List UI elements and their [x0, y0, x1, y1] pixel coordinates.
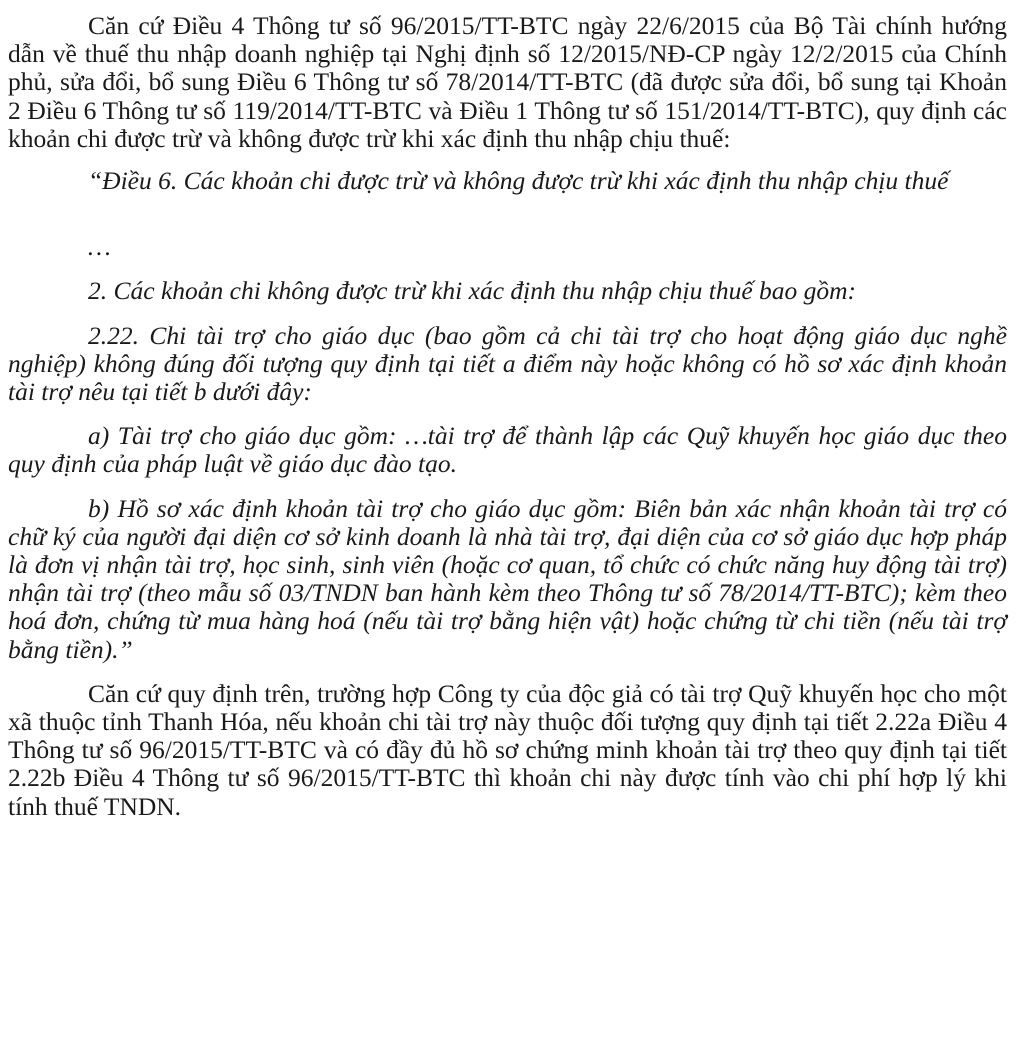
paragraph-conclusion: Căn cứ quy định trên, trường hợp Công ty của độc giả có tài trợ Quỹ khuyến học cho một xã thuộc tỉnh Thanh Hóa, nếu khoản chi tài trợ này thuộc đối tượng quy định tại tiết 2.22a Điều 4 Thông tư số 96/2015/TT-BTC và có đầy đủ hồ sơ chứng minh khoản tài trợ theo quy định tại tiết 2.22b Điều 4 Thông tư số 96/2015/TT-BTC thì khoản chi này được tính vào chi phí hợp lý khi tính thuế TNDN. [8, 678, 1007, 821]
paragraph-legal-basis: Căn cứ Điều 4 Thông tư số 96/2015/TT-BTC ngày 22/6/2015 của Bộ Tài chính hướng dẫn về thuế thu nhập doanh nghiệp tại Nghị định số 12/2015/NĐ-CP ngày 12/2/2015 của Chính phủ, sửa đổi, bổ sung Điều 6 Thông tư số 78/2014/TT-BTC (đã được sửa đổi, bổ sung tại Khoản 2 Điều 6 Thông tư số 119/2014/TT-BTC và Điều 1 Thông tư số 151/2014/TT-BTC), quy định các khoản chi được trừ và không được trừ khi xác định thu nhập chịu thuế: [8, 11, 1007, 153]
paragraph-clause-b: b) Hồ sơ xác định khoản tài trợ cho giáo dục gồm: Biên bản xác nhận khoản tài trợ có chữ ký của người đại diện cơ sở kinh doanh là nhà tài trợ, đại diện của cơ sở giáo dục hợp pháp là đơn vị nhận tài trợ, học sinh, sinh viên (hoặc cơ quan, tổ chức có chức năng huy động tài trợ) nhận tài trợ (theo mẫu số 03/TNDN ban hành kèm theo Thông tư số 78/2014/TT-BTC); kèm theo hoá đơn, chứng từ mua hàng hoá (nếu tài trợ bằng hiện vật) hoặc chứng từ chi tiền (nếu tài trợ bằng tiền).” [8, 493, 1007, 664]
paragraph-clause-2-22: 2.22. Chi tài trợ cho giáo dục (bao gồm cả chi tài trợ cho hoạt động giáo dục nghề nghiệp) không đúng đối tượng quy định tại tiết a điểm này hoặc không có hồ sơ xác định khoản tài trợ nêu tại tiết b dưới đây: [8, 320, 1007, 407]
paragraph-clause-a: a) Tài trợ cho giáo dục gồm: …tài trợ để thành lập các Quỹ khuyến học giáo dục theo quy định của pháp luật về giáo dục đào tạo. [8, 421, 1007, 479]
paragraph-clause-2: 2. Các khoản chi không được trừ khi xác định thu nhập chịu thuế bao gồm: [88, 276, 857, 306]
paragraph-ellipsis: … [88, 232, 111, 262]
paragraph-article-6-heading: “Điều 6. Các khoản chi được trừ và không được trừ khi xác định thu nhập chịu thuế [88, 166, 949, 196]
